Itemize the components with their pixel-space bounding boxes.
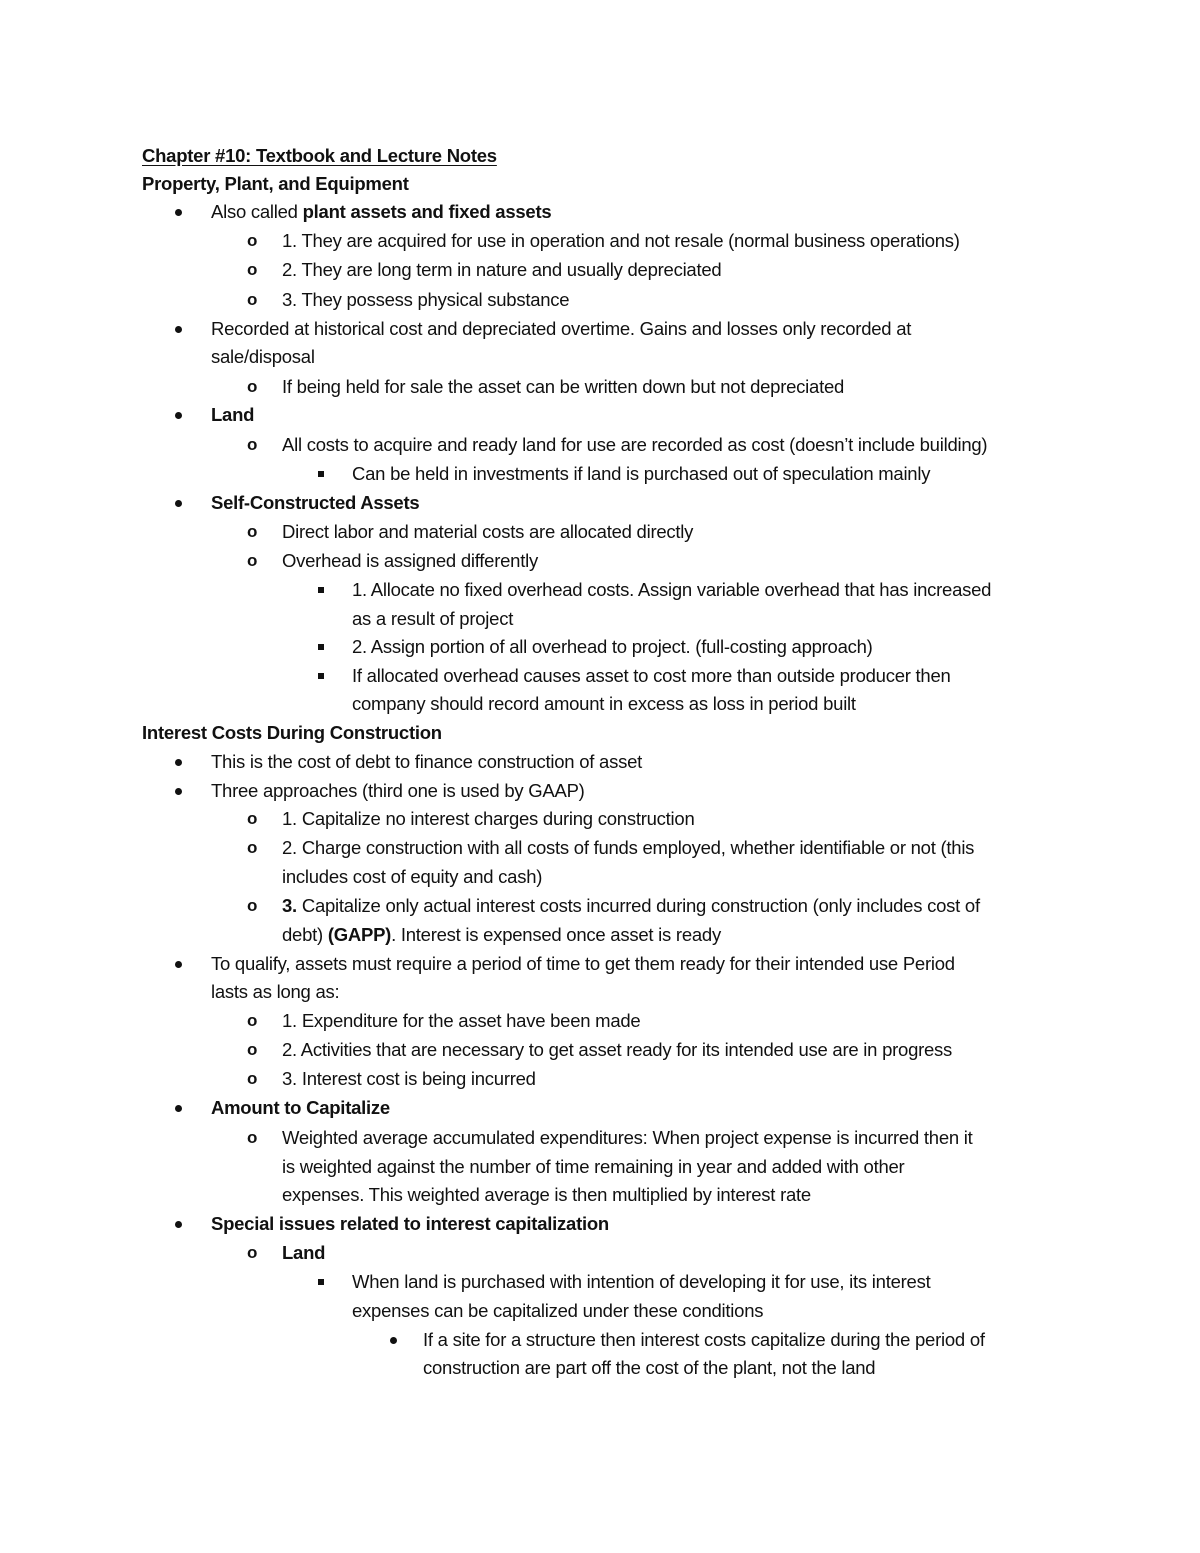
line-text bbox=[282, 894, 980, 918]
text-run: expenses. This weighted average is then multiplied by interest rate bbox=[282, 1184, 811, 1205]
circle-bullet-icon: o bbox=[247, 551, 258, 570]
line-text bbox=[282, 1067, 536, 1091]
text-run: sale/disposal bbox=[211, 346, 315, 367]
line-text bbox=[142, 172, 409, 196]
line-text bbox=[282, 1038, 952, 1062]
line-text bbox=[352, 1270, 930, 1294]
line-text bbox=[282, 1183, 811, 1207]
line-text bbox=[211, 1096, 390, 1120]
text-run: This is the cost of debt to finance construction of asset bbox=[211, 751, 643, 772]
line-text bbox=[142, 721, 442, 745]
bullet-icon bbox=[175, 788, 182, 795]
line-text bbox=[282, 1009, 640, 1033]
line-text bbox=[211, 980, 339, 1004]
line-text bbox=[142, 144, 497, 168]
text-run: All costs to acquire and ready land for use are recorded as cost (doesn’t include building) bbox=[282, 434, 988, 455]
text-run: To qualify, assets must require a period of time to get them ready for their intended use Period bbox=[211, 953, 955, 974]
line-text bbox=[211, 952, 955, 976]
text-run: 1. Allocate no fixed overhead costs. Assign variable overhead that has increased bbox=[352, 579, 992, 600]
bullet-icon bbox=[175, 326, 182, 333]
line-text bbox=[211, 491, 419, 515]
circle-bullet-icon: o bbox=[247, 231, 258, 250]
text-run: 3. They possess physical substance bbox=[282, 289, 570, 310]
text-run: If allocated overhead causes asset to cost more than outside producer then bbox=[352, 665, 951, 686]
square-bullet-icon bbox=[318, 1279, 324, 1285]
text-run: 2. Charge construction with all costs of funds employed, whether identifiable or not (this bbox=[282, 837, 975, 858]
line-text bbox=[423, 1328, 985, 1352]
circle-bullet-icon: o bbox=[247, 522, 258, 541]
line-text bbox=[352, 578, 991, 602]
line-text bbox=[211, 403, 254, 427]
bold-text: Property, Plant, and Equipment bbox=[142, 173, 409, 194]
line-text bbox=[282, 836, 974, 860]
circle-bullet-icon: o bbox=[247, 1011, 258, 1030]
text-run: 1. Expenditure for the asset have been made bbox=[282, 1010, 641, 1031]
text-run: is weighted against the number of time remaining in year and added with other bbox=[282, 1156, 905, 1177]
text-run: Can be held in investments if land is purchased out of speculation mainly bbox=[352, 463, 931, 484]
text-run: Weighted average accumulated expenditures: When project expense is incurred then it bbox=[282, 1127, 973, 1148]
text-run: lasts as long as: bbox=[211, 981, 340, 1002]
text-run: . Interest is expensed once asset is ready bbox=[391, 924, 721, 945]
line-text bbox=[282, 923, 721, 947]
bullet-icon bbox=[390, 1337, 397, 1344]
line-text bbox=[282, 229, 960, 253]
bold-text: Interest Costs During Construction bbox=[142, 722, 442, 743]
line-text bbox=[211, 779, 585, 803]
text-run: If a site for a structure then interest costs capitalize during the period of bbox=[423, 1329, 985, 1350]
bullet-icon bbox=[175, 500, 182, 507]
text-run: 1. They are acquired for use in operation and not resale (normal business operations) bbox=[282, 230, 960, 251]
text-run: When land is purchased with intention of developing it for use, its interest bbox=[352, 1271, 931, 1292]
bold-text: Chapter #10: Textbook and Lecture Notes bbox=[142, 145, 497, 166]
line-text bbox=[352, 635, 873, 659]
line-text bbox=[282, 1126, 973, 1150]
text-run: 1. Capitalize no interest charges during construction bbox=[282, 808, 695, 829]
line-text bbox=[282, 807, 695, 831]
line-text bbox=[352, 664, 951, 688]
line-text bbox=[352, 462, 930, 486]
bullet-icon bbox=[175, 412, 182, 419]
text-run: Overhead is assigned differently bbox=[282, 550, 538, 571]
text-run: company should record amount in excess as loss in period built bbox=[352, 693, 856, 714]
text-run: as a result of project bbox=[352, 608, 514, 629]
bold-text: Land bbox=[211, 404, 255, 425]
square-bullet-icon bbox=[318, 471, 324, 477]
text-run: Capitalize only actual interest costs incurred during construction (only includes cost of bbox=[301, 895, 980, 916]
line-text bbox=[352, 692, 856, 716]
line-text bbox=[282, 865, 542, 889]
bullet-icon bbox=[175, 1105, 182, 1112]
line-text bbox=[282, 433, 987, 457]
circle-bullet-icon: o bbox=[247, 809, 258, 828]
line-text bbox=[282, 258, 721, 282]
text-run: If being held for sale the asset can be written down but not depreciated bbox=[282, 376, 845, 397]
circle-bullet-icon: o bbox=[247, 896, 258, 915]
text-run: 2. Assign portion of all overhead to project. (full-costing approach) bbox=[352, 636, 873, 657]
square-bullet-icon bbox=[318, 644, 324, 650]
text-run: construction are part off the cost of the plant, not the land bbox=[423, 1357, 876, 1378]
text-run: debt) bbox=[282, 924, 328, 945]
line-text bbox=[282, 375, 844, 399]
bullet-icon bbox=[175, 209, 182, 216]
text-run: Direct labor and material costs are allocated directly bbox=[282, 521, 694, 542]
bullet-icon bbox=[175, 1221, 182, 1228]
circle-bullet-icon: o bbox=[247, 377, 258, 396]
square-bullet-icon bbox=[318, 587, 324, 593]
line-text bbox=[282, 288, 569, 312]
circle-bullet-icon: o bbox=[247, 1243, 258, 1262]
line-text bbox=[282, 1241, 325, 1265]
circle-bullet-icon: o bbox=[247, 1128, 258, 1147]
circle-bullet-icon: o bbox=[247, 435, 258, 454]
text-run: includes cost of equity and cash) bbox=[282, 866, 543, 887]
circle-bullet-icon: o bbox=[247, 1040, 258, 1059]
line-text bbox=[282, 520, 693, 544]
text-run: 2. They are long term in nature and usually depreciated bbox=[282, 259, 722, 280]
line-text bbox=[211, 317, 911, 341]
bold-text: plant assets and fixed assets bbox=[302, 201, 552, 222]
circle-bullet-icon: o bbox=[247, 1069, 258, 1088]
bold-text: (GAPP) bbox=[327, 924, 392, 945]
circle-bullet-icon: o bbox=[247, 260, 258, 279]
circle-bullet-icon: o bbox=[247, 290, 258, 309]
bullet-icon bbox=[175, 759, 182, 766]
text-run: expenses can be capitalized under these conditions bbox=[352, 1300, 764, 1321]
text-run: Also called bbox=[211, 201, 303, 222]
line-text bbox=[423, 1356, 875, 1380]
square-bullet-icon bbox=[318, 673, 324, 679]
line-text bbox=[282, 1155, 904, 1179]
line-text bbox=[211, 345, 315, 369]
circle-bullet-icon: o bbox=[247, 838, 258, 857]
bold-text: Self-Constructed Assets bbox=[211, 492, 420, 513]
line-text bbox=[211, 1212, 609, 1236]
text-run: 2. Activities that are necessary to get asset ready for its intended use are in progress bbox=[282, 1039, 953, 1060]
line-text bbox=[211, 200, 551, 224]
line-text bbox=[282, 549, 538, 573]
bold-text: Land bbox=[282, 1242, 326, 1263]
text-run: Three approaches (third one is used by GAAP) bbox=[211, 780, 585, 801]
bold-text: 3. bbox=[282, 895, 302, 916]
text-run: 3. Interest cost is being incurred bbox=[282, 1068, 536, 1089]
bullet-icon bbox=[175, 961, 182, 968]
bold-text: Special issues related to interest capitalization bbox=[211, 1213, 609, 1234]
line-text bbox=[211, 750, 642, 774]
line-text bbox=[352, 1299, 763, 1323]
text-run: Recorded at historical cost and depreciated overtime. Gains and losses only recorded at bbox=[211, 318, 912, 339]
bold-text: Amount to Capitalize bbox=[211, 1097, 390, 1118]
line-text bbox=[352, 607, 513, 631]
